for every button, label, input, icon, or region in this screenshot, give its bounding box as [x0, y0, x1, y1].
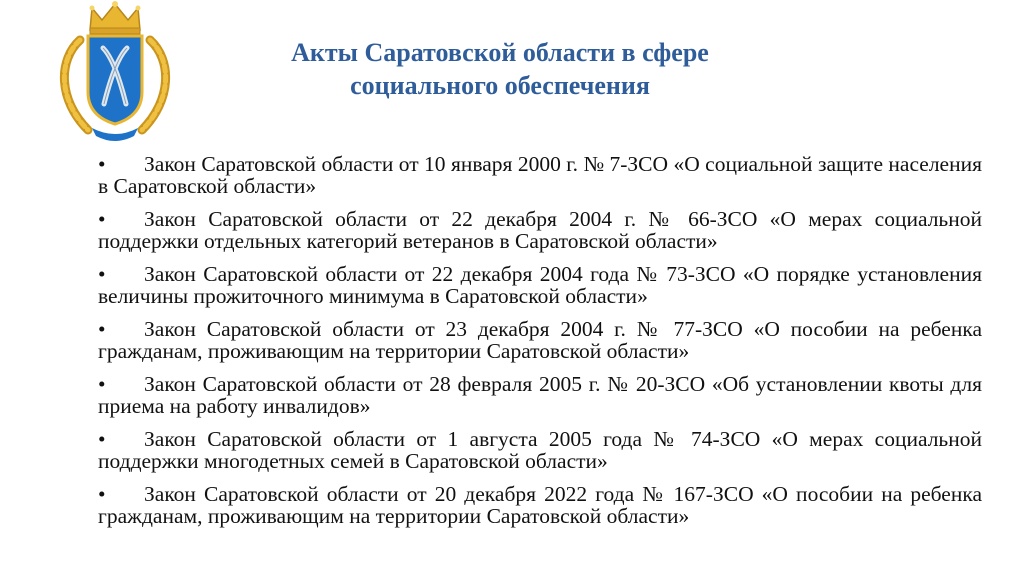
bullet-icon: •	[98, 427, 106, 451]
list-item	[98, 373, 982, 417]
bullet-icon: •	[98, 262, 106, 286]
list-item-text: Закон Саратовской области от 28 февраля 2005 г. № 20-ЗСО «Об установлении квоты для приема на работу инвалидов»	[98, 372, 982, 418]
slide-title-line-1: Акты Саратовской области в сфере	[291, 38, 709, 67]
bullet-icon: •	[98, 372, 106, 396]
coat-of-arms-icon	[48, 0, 182, 146]
slide-title-line-2: социального обеспечения	[350, 71, 650, 100]
slide-title	[200, 36, 800, 102]
list-item-text: Закон Саратовской области от 10 января 2000 г. № 7-ЗСО «О социальной защите населения в Саратовской области»	[98, 152, 982, 198]
list-item	[98, 428, 982, 472]
bullet-icon: •	[98, 482, 106, 506]
bullet-icon: •	[98, 317, 106, 341]
list-item-text: Закон Саратовской области от 1 августа 2005 года № 74-ЗСО «О мерах социальной поддержки многодетных семей в Саратовской области»	[98, 427, 982, 473]
list-item-text: Закон Саратовской области от 22 декабря 2004 г. № 66-ЗСО «О мерах социальной поддержки отдельных категорий ветеранов в Саратовской области»	[98, 207, 982, 253]
list-item-text: Закон Саратовской области от 23 декабря 2004 г. № 77-ЗСО «О пособии на ребенка гражданам, проживающим на территории Саратовской области»	[98, 317, 982, 363]
bullet-icon: •	[98, 207, 106, 231]
list-item	[98, 208, 982, 252]
bullet-icon: •	[98, 152, 106, 176]
list-item	[98, 318, 982, 362]
list-item	[98, 153, 982, 197]
list-item-text: Закон Саратовской области от 20 декабря 2022 года № 167-ЗСО «О пособии на ребенка гражданам, проживающим на территории Саратовской области»	[98, 482, 982, 528]
list-item	[98, 483, 982, 527]
list-item-text: Закон Саратовской области от 22 декабря 2004 года № 73-ЗСО «О порядке установления величины прожиточного минимума в Саратовской области»	[98, 262, 982, 308]
laws-list	[98, 153, 982, 538]
list-item	[98, 263, 982, 307]
